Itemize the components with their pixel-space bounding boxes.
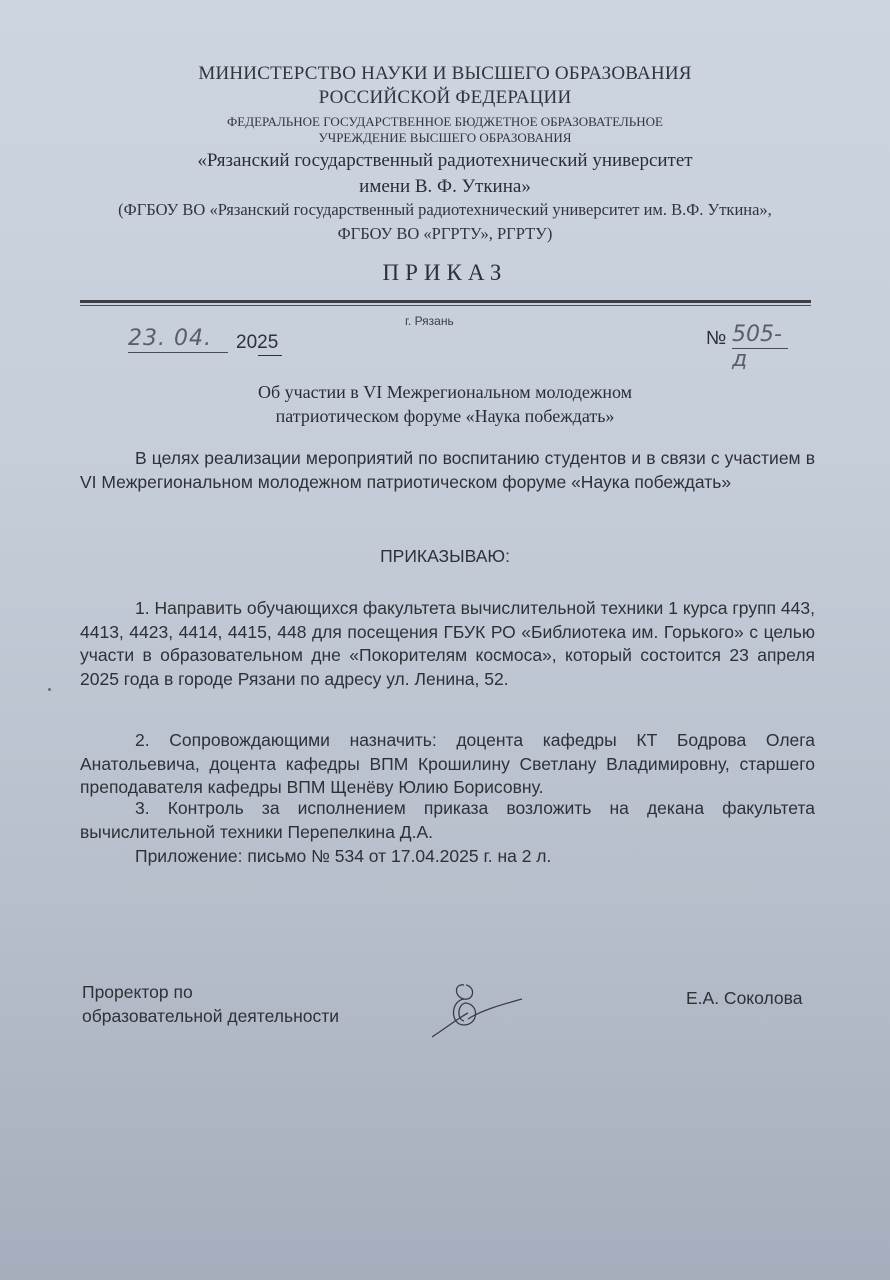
handwritten-order-number: 505-д <box>732 322 788 349</box>
city-label: г. Рязань <box>405 314 454 328</box>
annex-note: Приложение: письмо № 534 от 17.04.2025 г. на 2 л. <box>135 846 552 866</box>
ministry-line-1: МИНИСТЕРСТВО НАУКИ И ВЫСШЕГО ОБРАЗОВАНИЯ <box>198 63 692 84</box>
institution-type <box>0 114 890 146</box>
institution-type-line-2: УЧРЕЖДЕНИЕ ВЫСШЕГО ОБРАЗОВАНИЯ <box>318 130 572 145</box>
short-name-line-1: (ФГБОУ ВО «Рязанский государственный радиотехнический университет им. В.Ф. Уткина», <box>118 200 772 219</box>
university-name <box>0 148 890 200</box>
preamble-paragraph: В целях реализации мероприятий по воспитанию студентов и в связи с участием в VI Межрегиональном молодежном патриотическом форуме «Наука побеждать» <box>80 448 815 492</box>
margin-mark <box>48 688 51 691</box>
header-divider-thick <box>80 300 811 303</box>
document-title: ПРИКАЗ <box>382 260 508 285</box>
order-item-1: 1. Направить обучающихся факультета вычислительной техники 1 курса групп 443, 4413, 4423, 4414, 4415, 448 для посещения ГБУК РО «Библиотека им. Горького» с целью участи в образовательном дне «Покорителям космоса», который состоится 23 апреля 2025 года в городе Рязани по адресу ул. Ленина, 52. <box>80 598 815 689</box>
university-line-2: имени В. Ф. Уткина» <box>359 176 531 197</box>
order-item-3: 3. Контроль за исполнением приказа возложить на декана факультета вычислительной техники Перепелкина Д.А. <box>80 798 815 842</box>
signatory-name: Е.А. Соколова <box>686 988 803 1008</box>
short-name-line-2: ФГБОУ ВО «РГРТУ», РГРТУ) <box>337 224 553 243</box>
order-item-2: 2. Сопровождающими назначить: доцента кафедры КТ Бодрова Олега Анатольевича, доцента кафедры ВПМ Крошилину Светлану Владимировну, старшего преподавателя кафедры ВПМ Щенёву Юлию Борисовну. <box>80 730 815 797</box>
university-short-name <box>0 198 890 246</box>
university-line-1: «Рязанский государственный радиотехнический университет <box>197 150 693 171</box>
signatory-role-line-2: образовательной деятельности <box>82 1005 340 1026</box>
ministry-header <box>0 62 890 110</box>
order-subject <box>0 380 890 428</box>
signature-icon <box>420 975 530 1045</box>
header-divider-thin <box>80 305 811 306</box>
number-label: № <box>706 328 727 349</box>
subject-line-1: Об участии в VI Межрегиональном молодежном <box>257 382 633 402</box>
date-year: 2025 <box>236 332 279 353</box>
institution-type-line-1: ФЕДЕРАЛЬНОЕ ГОСУДАРСТВЕННОЕ БЮДЖЕТНОЕ ОБРАЗОВАТЕЛЬНОЕ <box>227 114 663 129</box>
year-underline <box>258 355 282 356</box>
order-word: ПРИКАЗЫВАЮ: <box>380 546 510 566</box>
signatory-role-line-1: Проректор по <box>82 982 193 1002</box>
subject-line-2: патриотическом форуме «Наука побеждать» <box>275 406 615 426</box>
ministry-line-2: РОССИЙСКОЙ ФЕДЕРАЦИИ <box>318 87 572 108</box>
signatory-role <box>82 981 402 1028</box>
handwritten-date: 23. 04. <box>128 326 228 353</box>
